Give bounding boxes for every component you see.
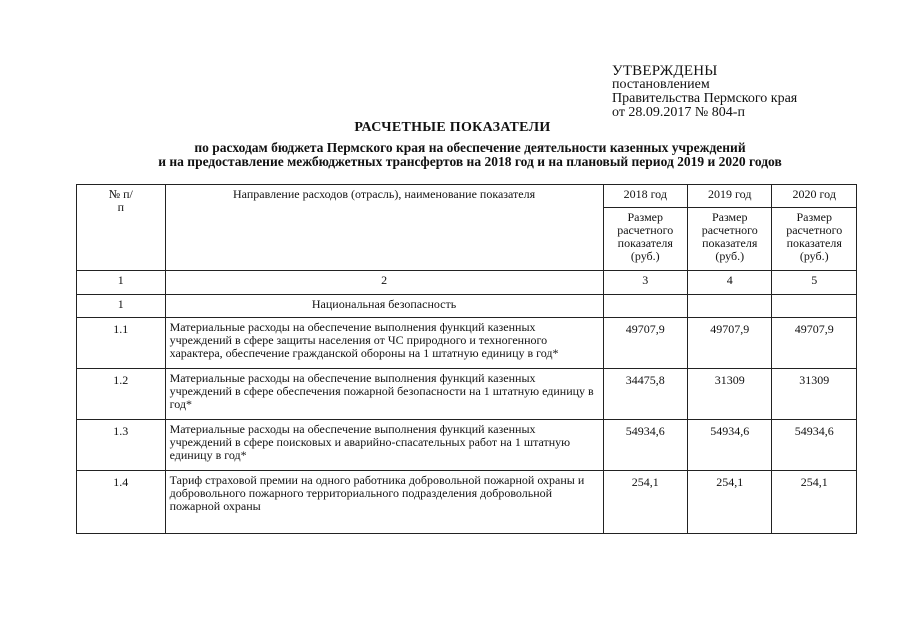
- row-value-2018: 54934,6: [603, 420, 687, 471]
- col-number-3: 3: [603, 271, 687, 295]
- col-number-1: 1: [77, 271, 166, 295]
- document-subtitle: [0, 141, 905, 169]
- approval-line-date: от 28.09.2017 № 804-п: [612, 105, 745, 120]
- approval-heading: УТВЕРЖДЕНЫ: [612, 63, 718, 79]
- section-num: 1: [77, 295, 166, 318]
- row-value-2019: 49707,9: [688, 318, 772, 369]
- row-value-2018: 49707,9: [603, 318, 687, 369]
- row-value-2019: 54934,6: [688, 420, 772, 471]
- row-value-2019: 254,1: [688, 471, 772, 534]
- column-numbers-row: [77, 271, 857, 295]
- header-unit-2019: Размер расчетного показателя (руб.): [688, 208, 772, 271]
- header-num: [77, 185, 166, 271]
- row-num: 1.2: [77, 369, 166, 420]
- section-empty-2019: [688, 295, 772, 318]
- row-num: 1.3: [77, 420, 166, 471]
- document-title: РАСЧЕТНЫЕ ПОКАЗАТЕЛИ: [354, 120, 551, 135]
- table-row: [77, 318, 857, 369]
- row-value-2020: 254,1: [772, 471, 857, 534]
- col-number-2: 2: [165, 271, 603, 295]
- row-name: Материальные расходы на обеспечение выполнения функций казенных учреждений в сфере обеспечения пожарной безопасности на 1 штатную единицу в год*: [165, 369, 603, 420]
- indicators-table: [76, 184, 857, 534]
- table-row: [77, 420, 857, 471]
- header-year-2020: 2020 год: [772, 185, 857, 208]
- row-value-2018: 254,1: [603, 471, 687, 534]
- row-name: Материальные расходы на обеспечение выполнения функций казенных учреждений в сфере защиты населения от ЧС природного и техногенного характера, обеспечение гражданской обороны на 1 штатную единицу в год*: [165, 318, 603, 369]
- row-num: 1.4: [77, 471, 166, 534]
- approval-line-government: Правительства Пермского края: [612, 91, 798, 106]
- row-name: Тариф страховой премии на одного работника добровольной пожарной охраны и добровольного пожарного территориального подразделения добровольной пожарной охраны: [165, 471, 603, 534]
- header-name: Направление расходов (отрасль), наименование показателя: [165, 185, 603, 271]
- header-year-2019: 2019 год: [688, 185, 772, 208]
- subtitle-line-1: по расходам бюджета Пермского края на обеспечение деятельности казенных учреждений: [194, 140, 746, 155]
- header-unit-2020: Размер расчетного показателя (руб.): [772, 208, 857, 271]
- col-number-5: 5: [772, 271, 857, 295]
- table-row: [77, 369, 857, 420]
- approval-line-decree: постановлением: [612, 77, 710, 92]
- header-year-2018: 2018 год: [603, 185, 687, 208]
- section-empty-2018: [603, 295, 687, 318]
- row-value-2018: 34475,8: [603, 369, 687, 420]
- header-num-label: № п/п: [108, 187, 133, 214]
- row-value-2020: 49707,9: [772, 318, 857, 369]
- header-unit-2018: Размер расчетного показателя (руб.): [603, 208, 687, 271]
- section-empty-2020: [772, 295, 857, 318]
- table-row: [77, 471, 857, 534]
- approval-stamp: [612, 64, 797, 120]
- col-number-4: 4: [688, 271, 772, 295]
- row-name: Материальные расходы на обеспечение выполнения функций казенных учреждений в сфере поисковых и аварийно-спасательных работ на 1 штатную единицу в год*: [165, 420, 603, 471]
- subtitle-line-2: и на предоставление межбюджетных трансфертов на 2018 год и на плановый период 2019 и 2020 годов: [158, 154, 782, 169]
- header-row-years: [77, 185, 857, 208]
- section-name: Национальная безопасность: [165, 295, 603, 318]
- section-row: [77, 295, 857, 318]
- row-value-2019: 31309: [688, 369, 772, 420]
- row-value-2020: 54934,6: [772, 420, 857, 471]
- row-value-2020: 31309: [772, 369, 857, 420]
- row-num: 1.1: [77, 318, 166, 369]
